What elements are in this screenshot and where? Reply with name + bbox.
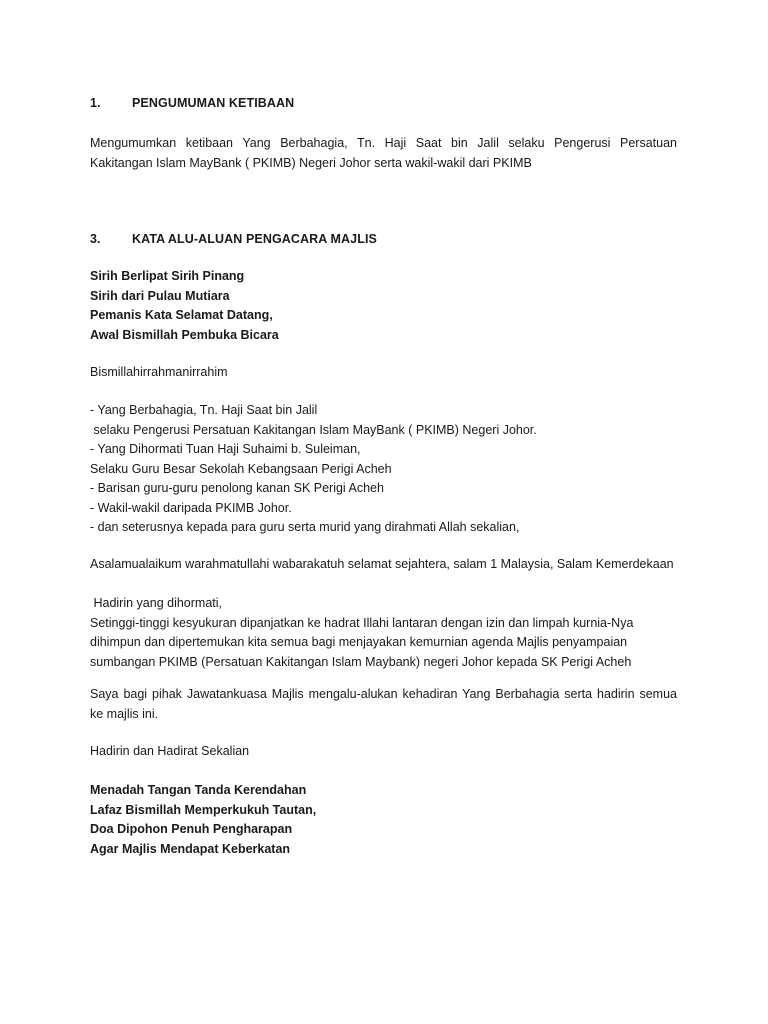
hadirin-paragraph xyxy=(90,594,710,672)
greetings-list xyxy=(90,401,710,538)
greeting-line: selaku Pengerusi Persatuan Kakitangan Islam MayBank ( PKIMB) Negeri Johor. xyxy=(90,422,537,437)
greeting-line: - Wakil-wakil daripada PKIMB Johor. xyxy=(90,500,292,515)
greeting-line: - Yang Berbahagia, Tn. Haji Saat bin Jalil xyxy=(90,403,318,417)
section-3-heading xyxy=(90,232,377,246)
section-3-number: 3. xyxy=(90,232,101,246)
paragraph-line: Mengumumkan ketibaan Yang Berbahagia, Tn. Haji Saat bin Jalil selaku Pengerusi Persatuan xyxy=(90,136,677,150)
closing-pantun xyxy=(90,781,710,859)
welcome-paragraph xyxy=(90,685,677,724)
section-3-title: KATA ALU-ALUAN PENGACARA MAJLIS xyxy=(132,232,377,246)
salam-text: Asalamualaikum warahmatullahi wabarakatuh selamat sejahtera, salam 1 Malaysia, Salam Kemerdekaan xyxy=(90,557,674,571)
pantun-line: Sirih Berlipat Sirih Pinang xyxy=(90,269,245,283)
hadirin-hadirat-text: Hadirin dan Hadirat Sekalian xyxy=(90,744,250,758)
greeting-line: - Barisan guru-guru penolong kanan SK Perigi Acheh xyxy=(90,481,384,495)
opening-pantun xyxy=(90,267,710,345)
pantun-line: Doa Dipohon Penuh Pengharapan xyxy=(90,822,293,836)
bismillah-text: Bismillahirrahmanirrahim xyxy=(90,365,228,379)
paragraph-line: Setinggi-tinggi kesyukuran dipanjatkan ke hadrat Illahi lantaran dengan izin dan limpah kurnia-Nya xyxy=(90,615,634,630)
section-1-paragraph xyxy=(90,134,677,173)
paragraph-line: sumbangan PKIMB (Persatuan Kakitangan Islam Maybank) negeri Johor kepada SK Perigi Acheh xyxy=(90,654,632,669)
paragraph-line: Kakitangan Islam MayBank ( PKIMB) Negeri Johor serta wakil-wakil dari PKIMB xyxy=(90,155,532,170)
paragraph-line: Saya bagi pihak Jawatankuasa Majlis mengalu-alukan kehadiran Yang Berbahagia serta hadirin semua xyxy=(90,687,677,701)
section-1-title: PENGUMUMAN KETIBAAN xyxy=(132,96,295,110)
greeting-line: - Yang Dihormati Tuan Haji Suhaimi b. Suleiman, xyxy=(90,442,361,456)
pantun-line: Pemanis Kata Selamat Datang, xyxy=(90,308,273,322)
pantun-line: Awal Bismillah Pembuka Bicara xyxy=(90,327,279,342)
greeting-line: Selaku Guru Besar Sekolah Kebangsaan Perigi Acheh xyxy=(90,461,392,476)
paragraph-line: dihimpun dan dipertemukan kita semua bagi menjayakan kemurnian agenda Majlis penyampaian xyxy=(90,635,628,649)
section-1-number: 1. xyxy=(90,96,101,110)
paragraph-line: ke majlis ini. xyxy=(90,706,159,721)
pantun-line: Sirih dari Pulau Mutiara xyxy=(90,288,230,303)
pantun-line: Lafaz Bismillah Memperkukuh Tautan, xyxy=(90,802,317,817)
greeting-line: - dan seterusnya kepada para guru serta murid yang dirahmati Allah sekalian, xyxy=(90,520,520,534)
pantun-line: Menadah Tangan Tanda Kerendahan xyxy=(90,783,307,797)
paragraph-line: Hadirin yang dihormati, xyxy=(90,596,223,610)
pantun-line: Agar Majlis Mendapat Keberkatan xyxy=(90,841,291,856)
section-1-heading xyxy=(90,96,294,110)
